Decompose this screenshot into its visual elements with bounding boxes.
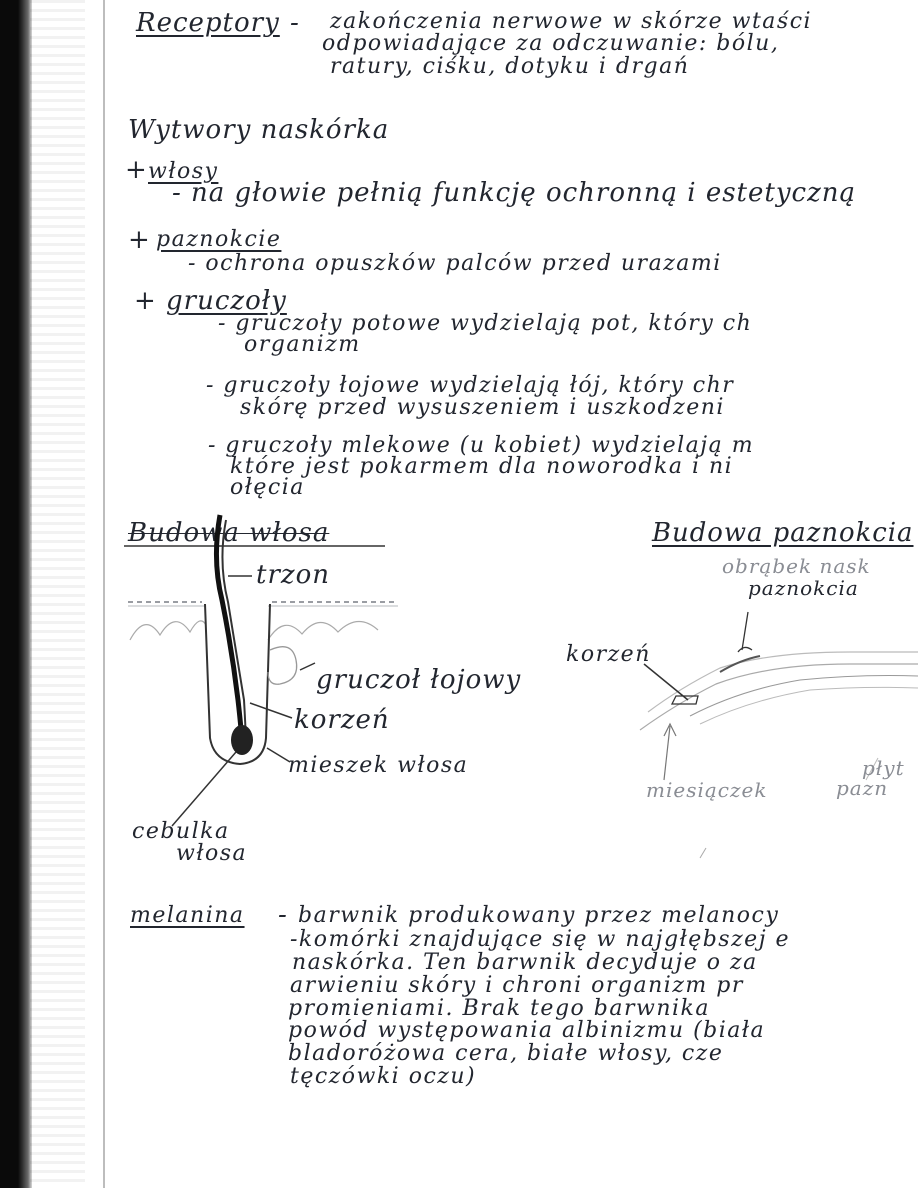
- wlosy-marker: +: [125, 155, 148, 185]
- lojowe-line-2: skórę przed wysuszeniem i uszkodzeni: [240, 395, 725, 420]
- melanina-term: melanina: [130, 903, 245, 928]
- label-cebulka-1: cebulka: [132, 819, 230, 844]
- label-cebulka-2: włosa: [176, 841, 248, 866]
- melanina-line-1: barwnik produkowany przez melanocy: [298, 903, 780, 928]
- receptory-line-1: zakończenia nerwowe w skórze wtaści: [330, 9, 813, 34]
- melanina-line-2: -komórki znajdujące się w najgłębszej e: [290, 927, 791, 952]
- potowe-line-1: - gruczoły potowe wydzielają pot, który ch: [218, 311, 753, 336]
- gruczoly-marker: +: [134, 286, 157, 316]
- receptory-dash: -: [290, 8, 300, 38]
- label-gruczol-lojowy: gruczoł łojowy: [316, 665, 522, 695]
- label-obrebek-line-2: paznokcia: [748, 576, 859, 600]
- gruczoly-title: gruczoły: [166, 286, 287, 316]
- receptory-line-3: ratury, ciśku, dotyku i drgań: [330, 54, 690, 79]
- mlekowe-line-1: - gruczoły mlekowe (u kobiet) wydzielają m: [208, 433, 755, 458]
- mlekowe-line-3: ołęcia: [230, 475, 305, 500]
- label-mieszek: mieszek włosa: [288, 753, 469, 778]
- paznokcie-marker: +: [128, 225, 151, 255]
- label-trzon: trzon: [256, 560, 330, 590]
- wlosy-title: włosy: [148, 159, 219, 184]
- nail-diagram-title: Budowa paznokcia: [652, 518, 914, 548]
- label-plytka-1: płyt: [862, 756, 905, 780]
- label-obrebek-line-1: obrąbek nask: [722, 554, 871, 578]
- label-nail-korzen: korzeń: [566, 642, 651, 667]
- melanina-line-7: bladoróżowa cera, białe włosy, cze: [288, 1041, 724, 1066]
- melanina-line-4: arwieniu skóry i chroni organizm pr: [290, 973, 744, 998]
- label-plytka-2: pazn: [836, 776, 889, 800]
- wlosy-text: - na głowie pełnią funkcję ochronną i estetyczną: [172, 178, 857, 208]
- receptory-term: Receptory: [136, 8, 280, 38]
- melanina-line-8: tęczówki oczu): [290, 1064, 477, 1089]
- label-korzen: korzeń: [294, 705, 390, 735]
- hair-diagram-title: Budowa włosa: [128, 518, 330, 548]
- wytwory-heading: Wytwory naskórka: [128, 115, 390, 145]
- label-miesiaczek: miesiączek: [646, 778, 768, 802]
- melanina-line-3: naskórka. Ten barwnik decyduje o za: [292, 950, 758, 975]
- mlekowe-line-2: które jest pokarmem dla noworodka i ni: [230, 454, 734, 479]
- receptory-line-2: odpowiadające za odczuwanie: bólu,: [322, 31, 780, 56]
- lojowe-line-1: - gruczoły łojowe wydzielają łój, który chr: [206, 373, 735, 398]
- paznokcie-text: - ochrona opuszków palców przed urazami: [188, 251, 722, 276]
- melanina-line-6: powód występowania albinizmu (biała: [288, 1018, 766, 1043]
- paznokcie-title: paznokcie: [156, 227, 282, 252]
- potowe-line-2: organizm: [244, 332, 361, 357]
- melanina-line-5: promieniami. Brak tego barwnika: [288, 996, 710, 1021]
- melanina-dash: -: [278, 900, 288, 930]
